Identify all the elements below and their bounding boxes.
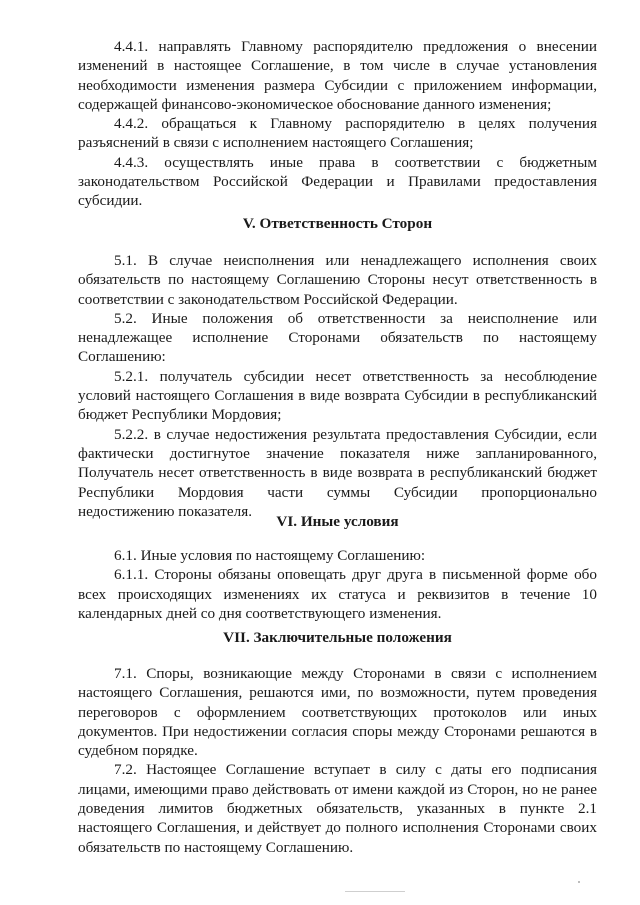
scan-artifact-dot [578,881,580,883]
section-5-heading: V. Ответственность Сторон [242,215,433,232]
section-6-body [78,546,597,623]
paragraph-4-4-2: 4.4.2. обращаться к Главному распорядителю в целях получения разъяснений в связи с исполнением настоящего Соглашения; [78,115,597,152]
paragraph-7-1: 7.1. Споры, возникающие между Сторонами в связи с исполнением настоящего Соглашения, решаются ими, по возможности, путем проведения переговоров с оформлением соответствующих протоколов или иных документов. При недостижении согласия споры между Сторонами решаются в судебном порядке. [78,665,597,760]
section-6-heading: VI. Иные условия [276,513,399,530]
scan-artifact-line [345,891,405,892]
section-5-body [78,251,597,521]
paragraph-6-1: 6.1. Иные условия по настоящему Соглашению: [114,547,426,564]
paragraph-5-2: 5.2. Иные положения об ответственности за неисполнение или ненадлежащее исполнение Сторонами обязательств по настоящему Соглашению: [78,309,597,366]
section-4-continuation [78,37,597,211]
section-7-heading: VII. Заключительные положения [223,629,452,646]
paragraph-4-4-1: 4.4.1. направлять Главному распорядителю предложения о внесении изменений в настоящее Соглашение, в том числе в случае установления необходимости изменения размера Субсидии с приложением информации, содержащей финансово-экономическое обоснование данного изменения; [78,38,597,113]
paragraph-6-1-1: 6.1.1. Стороны обязаны оповещать друг друга в письменной форме обо всех происходящих изменениях их статуса и реквизитов в течение 10 календарных дней со дня соответствующего изменения. [78,566,597,622]
paragraph-4-4-3: 4.4.3. осуществлять иные права в соответствии с бюджетным законодательством Российской Федерации и Правилами предоставления субсидии. [78,153,597,210]
paragraph-7-2: 7.2. Настоящее Соглашение вступает в силу с даты его подписания лицами, имеющими право действовать от имени каждой из Сторон, но не ранее доведения лимитов бюджетных обязательств, указанных в пункте 2.1 настоящего Соглашения, и действует до полного исполнения Сторонами своих обязательств по настоящему Соглашению. [78,761,597,856]
paragraph-5-2-1: 5.2.1. получатель субсидии несет ответственность за несоблюдение условий настоящего Соглашения в виде возврата Субсидии в республиканский бюджет Республики Мордовия; [78,367,597,424]
section-7-body [78,664,597,857]
paragraph-5-1: 5.1. В случае неисполнения или ненадлежащего исполнения своих обязательств по настоящему Соглашению Стороны несут ответственность в соответствии с законодательством Российской Федерации. [78,252,597,308]
paragraph-5-2-2: 5.2.2. в случае недостижения результата предоставления Субсидии, если фактически достигнутое значение показателя ниже запланированного, Получатель несет ответственность в виде возврата в республиканский бюджет Республики Мордовия части суммы Субсидии пропорционально недостижению показателя. [78,425,597,520]
